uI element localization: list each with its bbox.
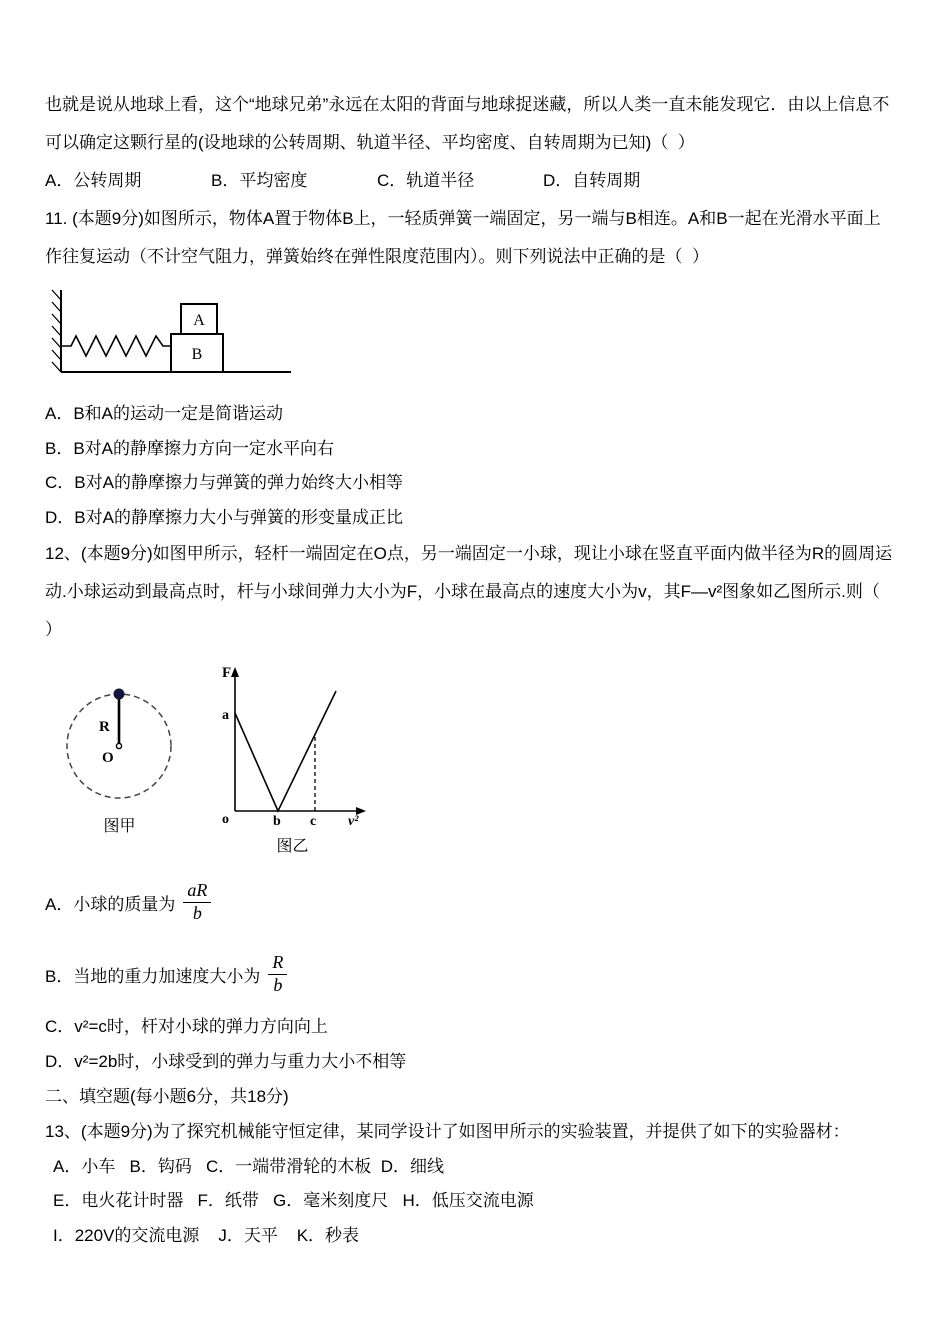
f-v2-graph [210,661,375,831]
spring-icon [61,336,171,356]
q13-items-line3: I．220V的交流电源 J．天平 K．秒表 [53,1225,360,1245]
q11-option-d: D．B对A的静摩擦力大小与弹簧的形变量成正比 [45,507,403,527]
spring-block-diagram [49,284,299,384]
q13-stem: 13、(本题9分)为了探究机械能守恒定律，某同学设计了如图甲所示的实验装置，并提供了如下的实验器材： [45,1122,850,1141]
q12-option-a [45,866,905,938]
section2-header: 二、填空题(每小题6分，共18分) [45,1087,289,1106]
center-o-label: O [102,750,114,766]
fraction-R-over-b: $\frac{R}{b}$ [268,952,287,996]
q12-figures [47,661,905,856]
b-tick-label: b [273,814,281,829]
q11-option-b: B．B对A的静摩擦力方向一定水平向右 [45,438,335,458]
q12-option-c: C．v²=c时，杆对小球的弹力方向向上 [45,1017,328,1036]
c-tick-label: c [310,814,317,829]
q12-stem-line3: ） [45,620,62,639]
spring-block-figure [49,284,905,389]
origin-label: o [222,812,229,827]
q11-option-a: A．B和A的运动一定是简谐运动 [45,404,284,423]
q10-option-c: C．轨道半径 [377,171,475,190]
q11-stem-line1: 11. (本题9分)如图所示，物体A置于物体B上，一轻质弹簧一端固定，另一端与B相连。A和B一起在光滑水平面上 [45,209,881,228]
q10-option-d: D．自转周期 [543,171,641,190]
radius-label: R [99,719,110,735]
q10-text-line1: 也就是说从地球上看，这个“地球兄弟”永远在太阳的背面与地球捉迷藏，所以人类一直未能发现它．由以上信息不 [45,95,890,114]
fraction-aR-over-b: $\frac{aR}{b}$ [183,880,211,924]
f-axis-label: F [222,665,232,681]
a-tick-label: a [222,708,229,723]
graph-figure [210,661,375,856]
v2-axis-label: v² [348,814,359,829]
q12-stem-line2: 动.小球运动到最高点时，杆与小球间弹力大小为F，小球在最高点的速度大小为v，其F—v²图象如乙图所示.则（ [45,582,880,601]
q13-items-line2: E．电火花计时器 F．纸带 G．毫米刻度尺 H．低压交流电源 [53,1191,534,1210]
q12-option-b-text: B．当地的重力加速度大小为 [45,966,261,986]
fig2-caption: 图乙 [276,838,309,855]
ball-icon [114,689,125,700]
circle-figure [47,661,192,836]
q10-text-line2: 可以确定这颗行星的(设地球的公转周期、轨道半径、平均密度、自转周期为已知)（ ） [45,133,695,152]
q10-option-b: B．平均密度 [211,171,308,190]
q13-items-line1: A．小车 B．钩码 C．一端带滑轮的木板 D．细线 [53,1156,445,1176]
q11-option-c: C．B对A的静摩擦力与弹簧的弹力始终大小相等 [45,473,403,492]
q11-stem-line2: 作往复运动（不计空气阻力，弹簧始终在弹性限度范围内）。则下列说法中正确的是（ ） [45,247,709,266]
q10-options-row [45,162,905,200]
block-b-label: B [191,346,203,363]
q12-option-a-text: A．小球的质量为 [45,894,176,914]
wall-hatching [52,290,61,372]
block-a-label: A [193,312,205,329]
q12-option-d: D．v²=2b时，小球受到的弹力与重力大小不相等 [45,1051,407,1071]
circle-diagram [47,661,192,811]
fig1-caption: 图甲 [103,818,136,835]
q12-stem-line1: 12、(本题9分)如图甲所示，轻杆一端固定在O点，另一端固定一小球，现让小球在竖直平面内做半径为R的圆周运 [45,544,893,563]
q12-option-b [45,938,905,1010]
q10-option-a: A．公转周期 [45,171,142,190]
